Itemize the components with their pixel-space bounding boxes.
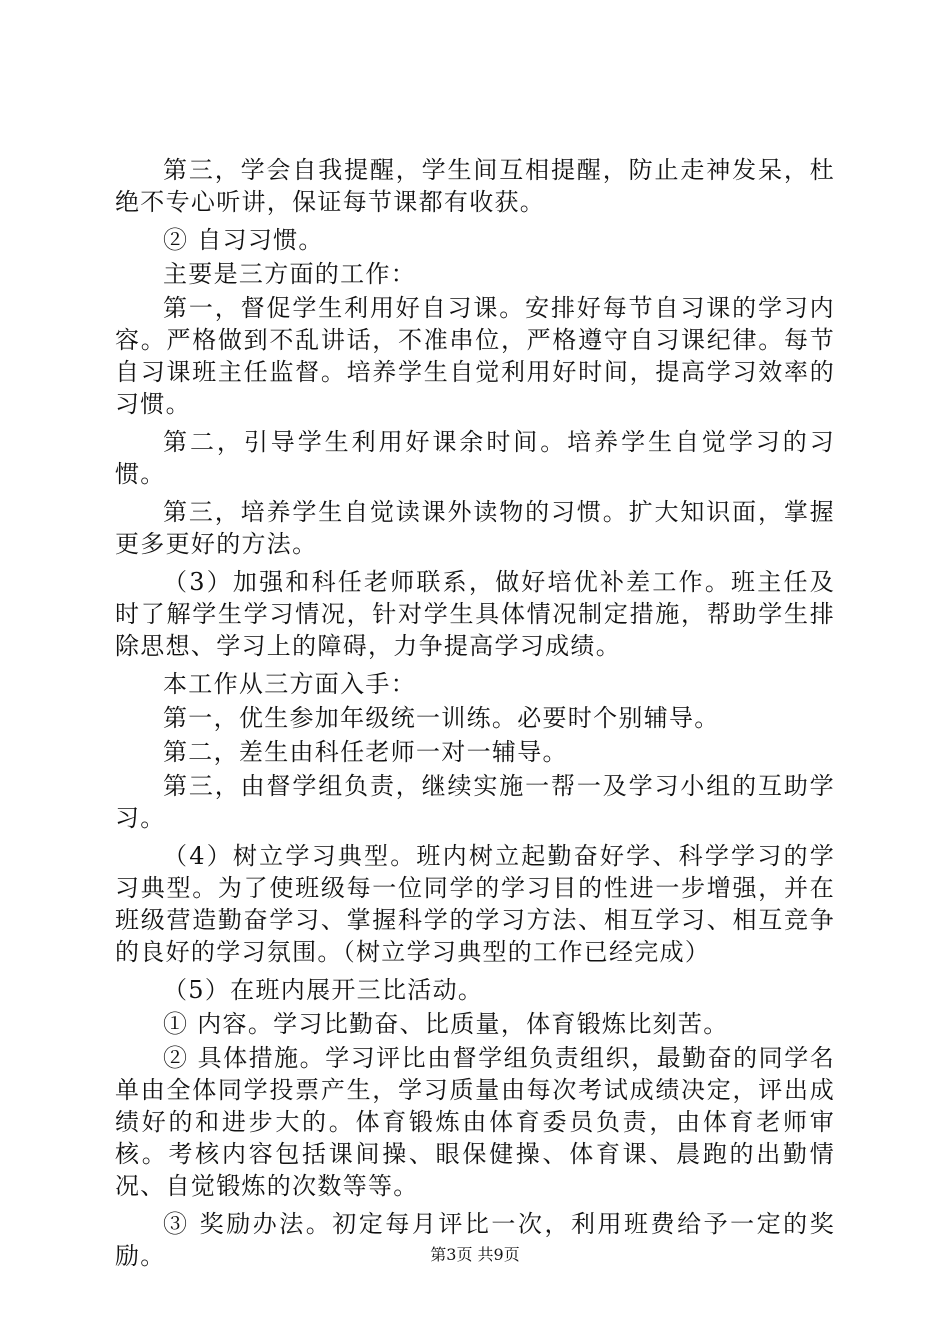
document-body [115,154,835,1274]
paragraph: 第三，由督学组负责，继续实施一帮一及学习小组的互助学习。 [115,772,835,832]
paragraph: 第三，学会自我提醒，学生间互相提醒，防止走神发呆，杜绝不专心听讲，保证每节课都有收获。 [115,156,835,216]
paragraph: ② 具体措施。学习评比由督学组负责组织，最勤奋的同学名单由全体同学投票产生，学习质量由每次考试成绩决定，评出成绩好的和进步大的。体育锻炼由体育委员负责，由体育老师审核。考核内容包括课间操、眼保健操、体育课、晨跑的出勤情况、自觉锻炼的次数等等。 [115,1044,835,1200]
paragraph: 第二，差生由科任老师一对一辅导。 [163,738,568,766]
page-number-footer: 第3页 共9页 [430,1245,520,1264]
paragraph: 第一，优生参加年级统一训练。必要时个别辅导。 [163,704,720,732]
paragraph: ① 内容。学习比勤奋、比质量，体育锻炼比刻苦。 [163,1010,729,1038]
paragraph: （4）树立学习典型。班内树立起勤奋好学、科学学习的学习典型。为了使班级每一位同学的学习目的性进一步增强，并在班级营造勤奋学习、掌握科学的学习方法、相互学习、相互竞争的良好的学习氛围。（树立学习典型的工作已经完成） [115,842,835,966]
paragraph: 第一，督促学生利用好自习课。安排好每节自习课的学习内容。严格做到不乱讲话，不准串位，严格遵守自习课纪律。每节自习课班主任监督。培养学生自觉利用好时间，提高学习效率的习惯。 [115,294,835,418]
paragraph: 第二，引导学生利用好课余时间。培养学生自觉学习的习惯。 [115,428,835,488]
paragraph: ② 自习习惯。 [163,226,324,254]
paragraph: （5）在班内展开三比活动。 [163,976,484,1004]
paragraph: ③ 奖励办法。初定每月评比一次，利用班费给予一定的奖励。 [115,1210,835,1270]
paragraph: 本工作从三方面入手： [163,670,416,698]
paragraph: 第三，培养学生自觉读课外读物的习惯。扩大知识面，掌握更多更好的方法。 [115,498,835,558]
paragraph: 主要是三方面的工作： [163,260,416,288]
paragraph: （3）加强和科任老师联系，做好培优补差工作。班主任及时了解学生学习情况，针对学生具体情况制定措施，帮助学生排除思想、学习上的障碍，力争提高学习成绩。 [115,568,835,660]
